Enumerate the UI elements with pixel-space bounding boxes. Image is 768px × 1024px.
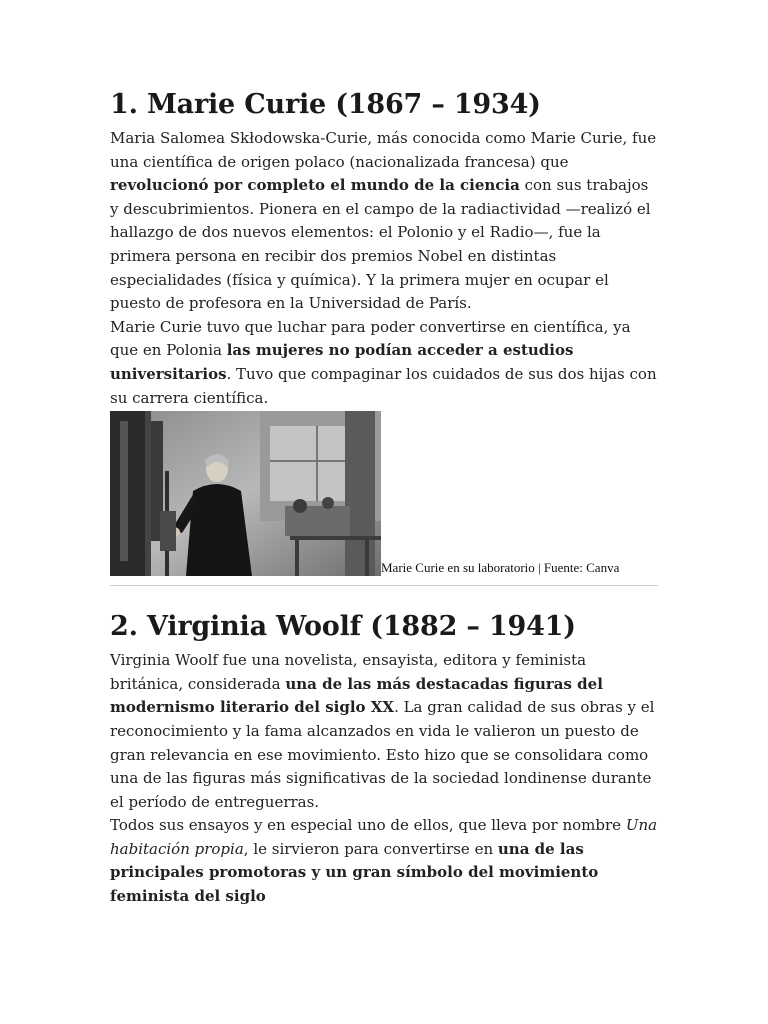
figure-curie-lab [110, 411, 658, 576]
text-run: . La gran calidad de sus obras y el reconocimiento y la fama alcanzados en vida le valieron un puesto de gran relevancia en ese movimiento. Esto hizo que se consolidara como una de las figuras más significativas de la sociedad londinense durante el período de entreguerras. [110, 698, 655, 811]
bold-text: las mujeres no podían acceder a estudios universitarios [110, 341, 574, 383]
text-run: Virginia Woolf fue una novelista, ensayista, editora y feminista británica, considerada [110, 651, 587, 693]
text-run: . Tuvo que compaginar los cuidados de sus dos hijas con su carrera científica. [110, 364, 657, 407]
bold-text: una de las más destacadas figuras del modernismo literario del siglo XX [110, 674, 603, 717]
paragraph-curie-bio [110, 127, 658, 316]
section-heading-virginia-woolf: 2. Virginia Woolf (1882 – 1941) [110, 611, 576, 643]
text-run: Marie Curie tuvo que luchar para poder convertirse en científica, ya que en Polonia [110, 317, 631, 360]
article [110, 86, 658, 909]
paragraph-woolf-essays [110, 814, 658, 908]
italic-book-title: Una habitación propia [110, 816, 658, 858]
section-heading-marie-curie: 1. Marie Curie (1867 – 1934) [110, 89, 541, 120]
text-run: , le sirvieron para convertirse en [243, 839, 498, 858]
bold-text: una de las principales promotoras y un gran símbolo del movimiento feminista del siglo [110, 839, 599, 906]
bold-text: revolucionó por completo el mundo de la ciencia [110, 176, 520, 195]
paragraph-woolf-bio [110, 649, 658, 814]
photo-marie-curie-laboratory [110, 411, 381, 576]
paragraph-curie-struggle [110, 316, 658, 410]
section-divider [110, 585, 658, 586]
text-run: Maria Salomea Skłodowska-Curie, más conocida como Marie Curie, fue una científica de origen polaco (nacionalizada francesa) que [110, 129, 657, 171]
text-run: Todos sus ensayos y en especial uno de ellos, que lleva por nombre [110, 816, 626, 835]
text-run: con sus trabajos y descubrimientos. Pionera en el campo de la radiactividad —realizó el hallazgo de dos nuevos elementos: el Polonio y el Radio—, fue la primera persona en recibir dos premios Nobel en distintas especialidades (física y química). Y la primera mujer en ocupar el puesto de profesora en la Universidad de París. [110, 176, 651, 313]
photo-caption: Marie Curie en su laboratorio | Fuente: Canva [381, 560, 620, 576]
